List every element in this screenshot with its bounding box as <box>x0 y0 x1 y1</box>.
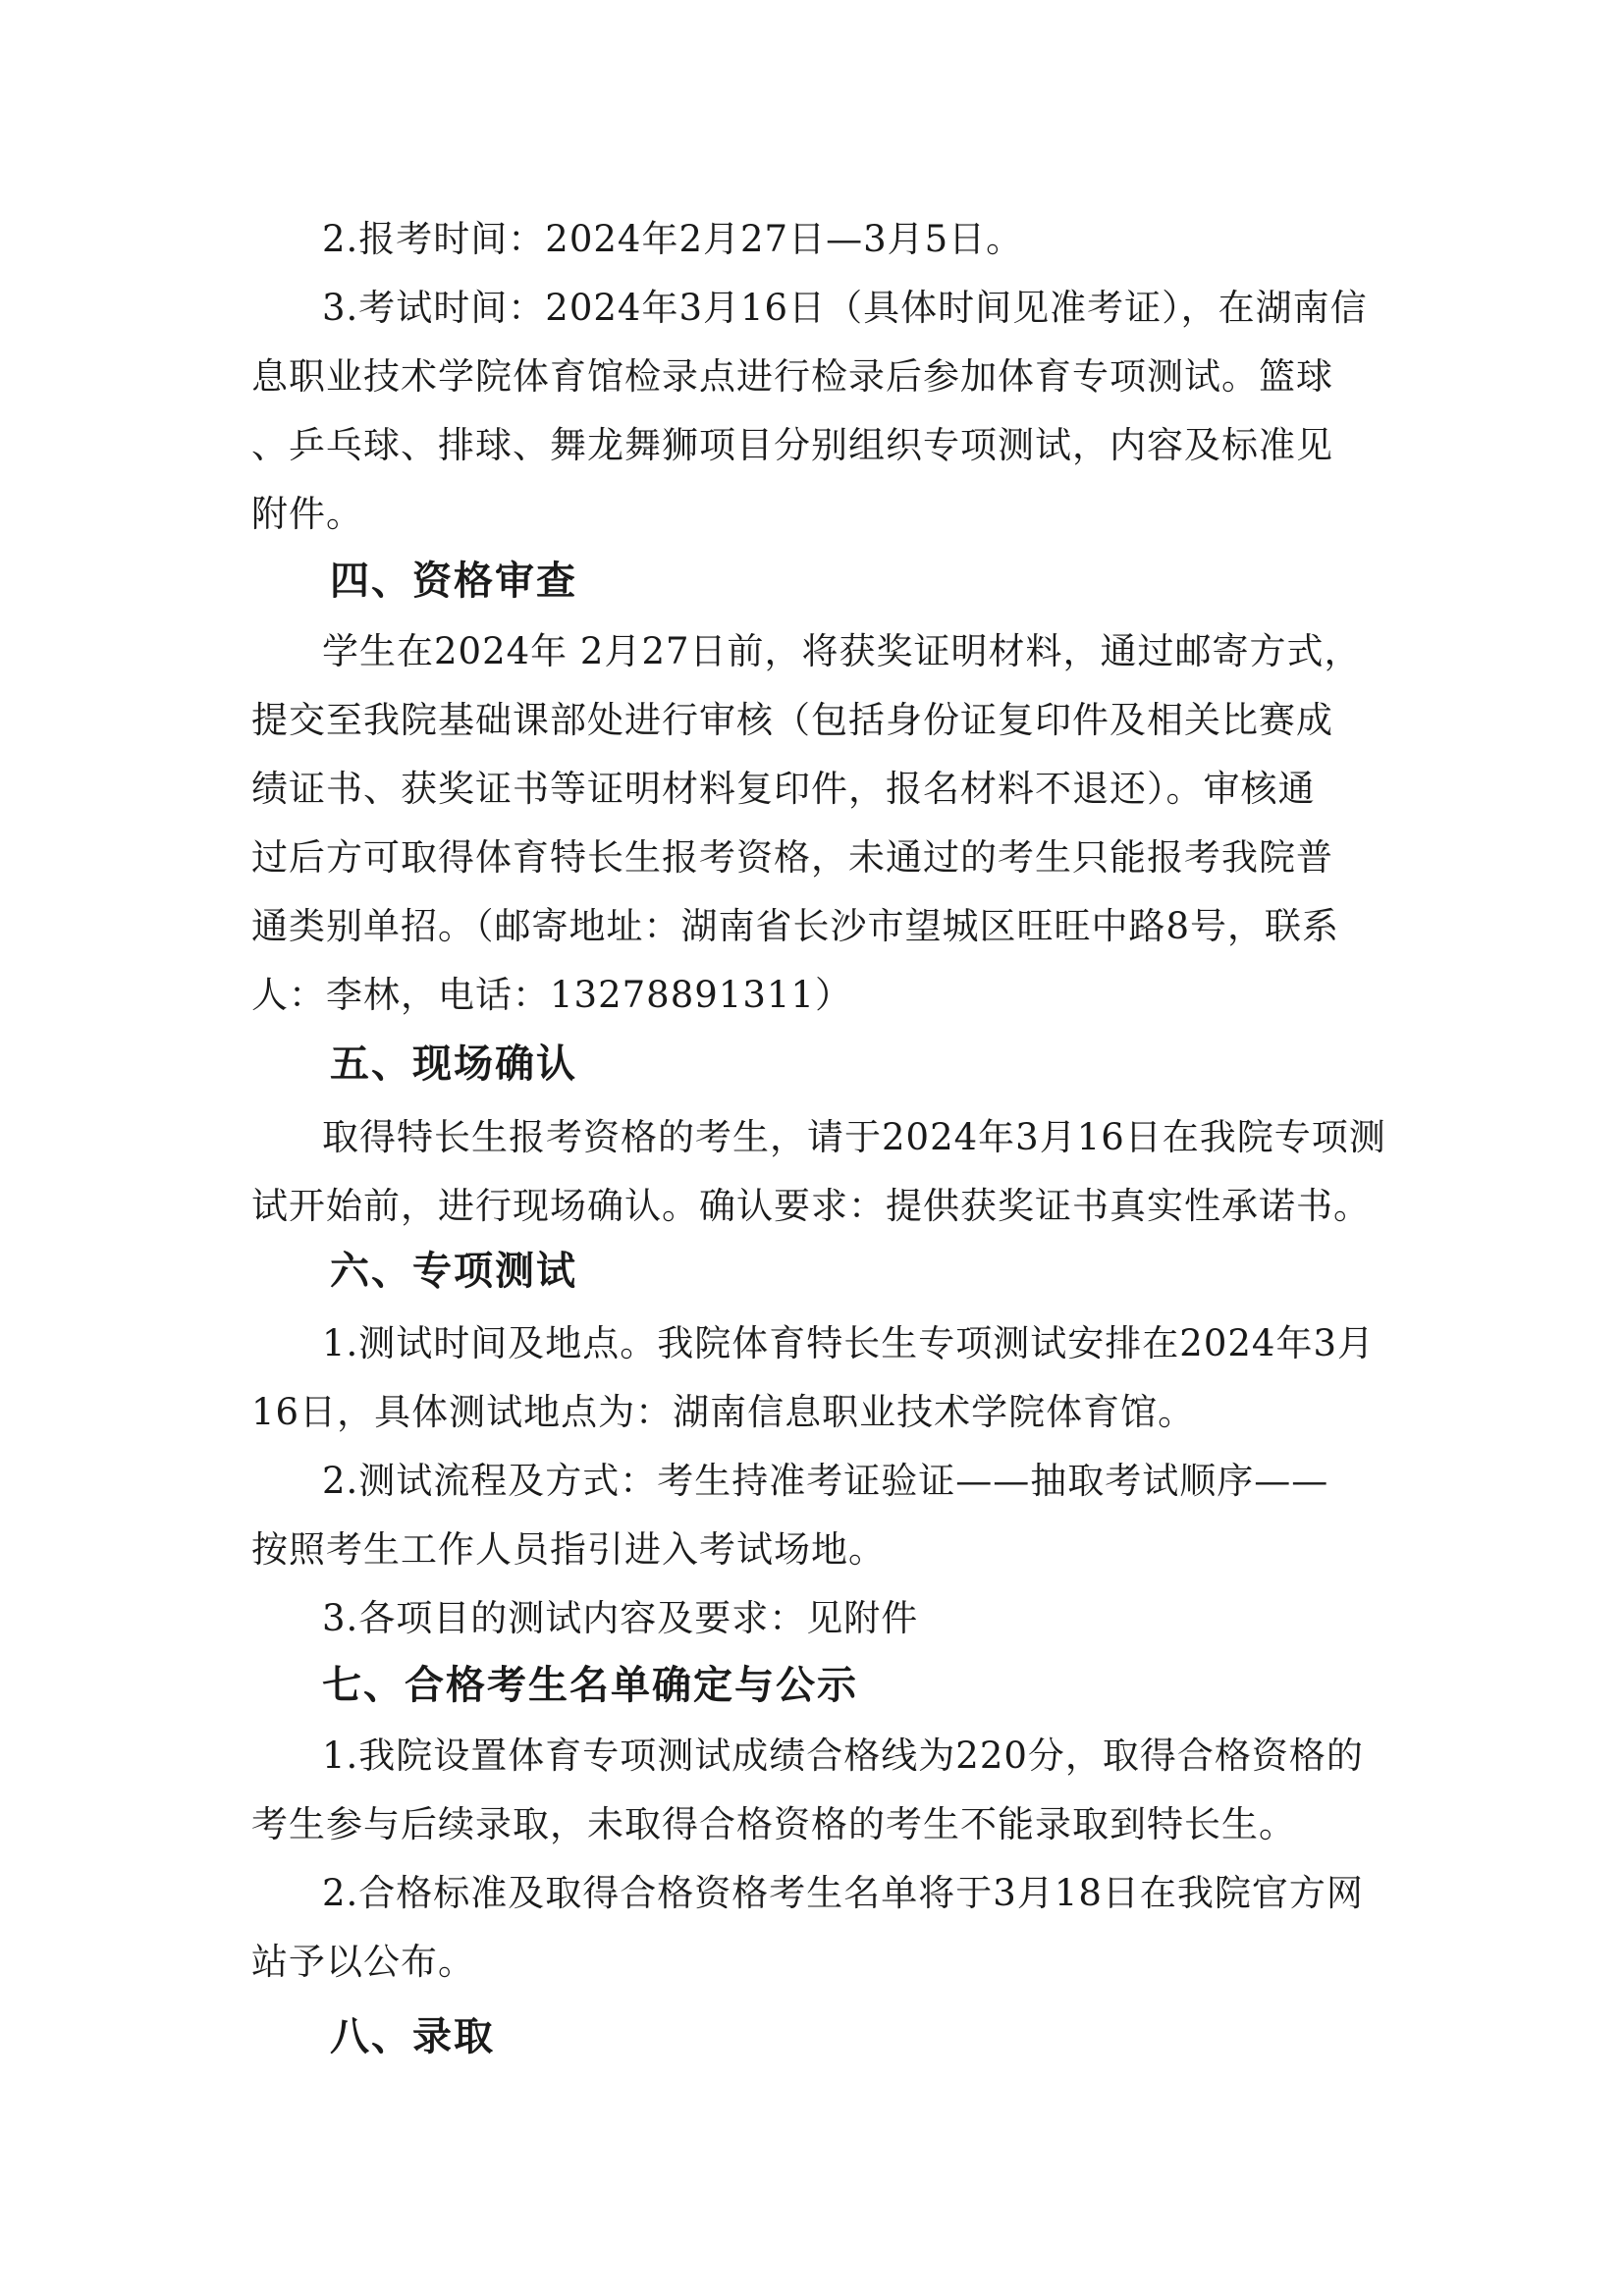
text-line: 人：李林，电话：13278891311） <box>251 974 852 1016</box>
text-line: 站予以公布。 <box>251 1941 475 1983</box>
section-heading-qualification-review: 四、资格审查 <box>330 559 577 604</box>
text-line: 按照考生工作人员指引进入考试场地。 <box>251 1528 886 1571</box>
text-line: 、乒乓球、排球、舞龙舞狮项目分别组织专项测试，内容及标准见 <box>251 424 1333 466</box>
text-line: 过后方可取得体育特长生报考资格，未通过的考生只能报考我院普 <box>251 836 1333 879</box>
section-heading-onsite-confirmation: 五、现场确认 <box>330 1041 577 1087</box>
text-line: 2.合格标准及取得合格资格考生名单将于3月18日在我院官方网 <box>322 1872 1364 1914</box>
section-heading-admission: 八、录取 <box>330 2014 495 2059</box>
text-line: 3.考试时间：2024年3月16日（具体时间见准考证），在湖南信 <box>322 287 1368 329</box>
section-heading-special-test: 六、专项测试 <box>330 1249 577 1294</box>
text-line: 学生在2024年 2月27日前，将获奖证明材料，通过邮寄方式， <box>322 630 1362 672</box>
text-line: 息职业技术学院体育馆检录点进行检录后参加体育专项测试。篮球 <box>251 355 1333 398</box>
text-line: 2.测试流程及方式：考生持准考证验证——抽取考试顺序—— <box>322 1460 1329 1502</box>
text-line: 试开始前，进行现场确认。确认要求：提供获奖证书真实性承诺书。 <box>251 1185 1371 1227</box>
text-line: 考生参与后续录取，未取得合格资格的考生不能录取到特长生。 <box>251 1803 1296 1845</box>
text-line: 通类别单招。（邮寄地址：湖南省长沙市望城区旺旺中路8号，联系 <box>251 905 1340 947</box>
paragraph-registration-time: 2.报考时间：2024年2月27日—3月5日。 <box>322 218 1024 260</box>
text-line: 取得特长生报考资格的考生，请于2024年3月16日在我院专项测 <box>322 1116 1386 1158</box>
section-heading-qualified-list: 七、合格考生名单确定与公示 <box>322 1663 858 1708</box>
text-line: 1.我院设置体育专项测试成绩合格线为220分，取得合格资格的 <box>322 1735 1364 1777</box>
text-line: 16日，具体测试地点为：湖南信息职业技术学院体育馆。 <box>251 1391 1196 1433</box>
text-line: 提交至我院基础课部处进行审核（包括身份证复印件及相关比赛成 <box>251 699 1333 741</box>
text-line: 绩证书、获奖证书等证明材料复印件，报名材料不退还）。审核通 <box>251 768 1316 810</box>
paragraph-test-content: 3.各项目的测试内容及要求：见附件 <box>322 1597 919 1639</box>
text-line: 1.测试时间及地点。我院体育特长生专项测试安排在2024年3月 <box>322 1322 1376 1364</box>
text-line: 附件。 <box>251 493 363 535</box>
